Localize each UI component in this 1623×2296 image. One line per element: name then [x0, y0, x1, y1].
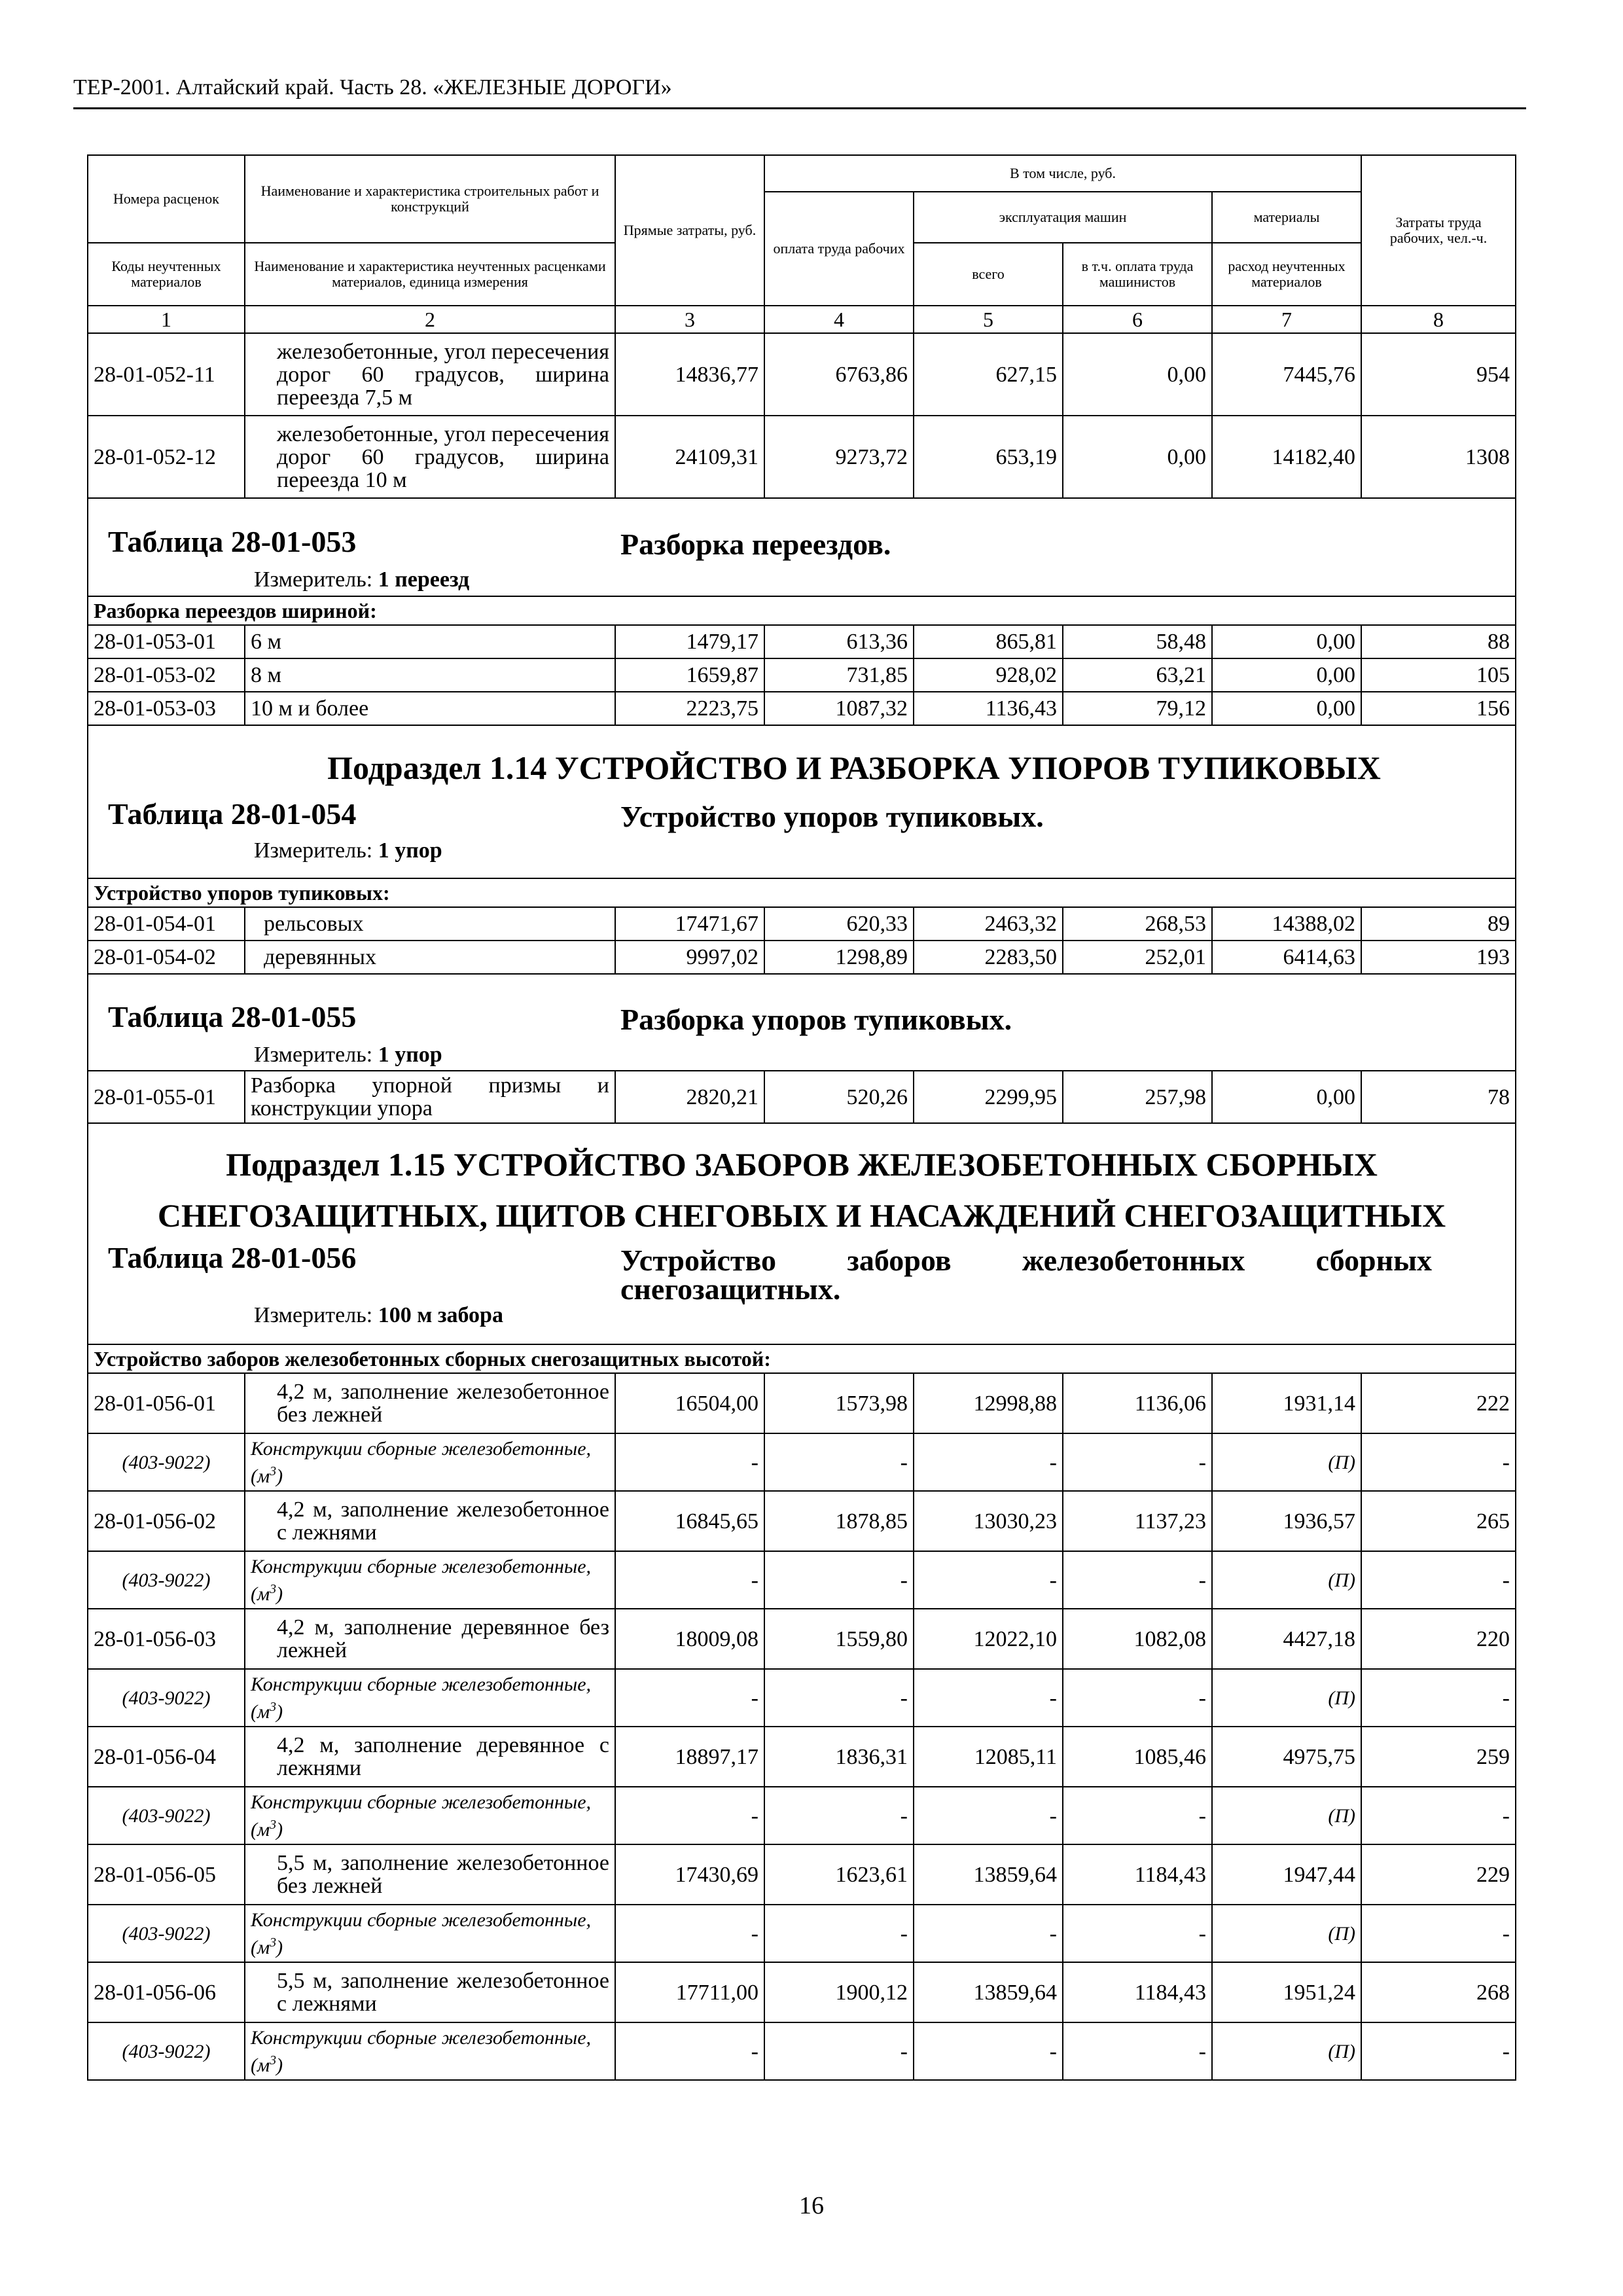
col-num: 4: [764, 306, 914, 333]
materials-cost: 4427,18: [1212, 1609, 1361, 1669]
col-header-machines: эксплуатация машин: [914, 192, 1212, 243]
empty-value: -: [914, 2022, 1063, 2080]
measure-label: Измеритель:: [254, 1303, 373, 1327]
table-row: [88, 1962, 1516, 2022]
empty-value: -: [1361, 1551, 1516, 1609]
table-055-name: Разборка упоров тупиковых.: [620, 1003, 1012, 1036]
material-unit-close: ): [276, 1583, 283, 1605]
table-row: [88, 1609, 1516, 1669]
material-unit-power: 3: [270, 1581, 277, 1596]
empty-value: -: [914, 1905, 1063, 1962]
table-row: [88, 1373, 1516, 1433]
empty-value: -: [764, 1905, 914, 1962]
rate-code: 28-01-056-05: [88, 1844, 245, 1905]
labor-cost: 9273,72: [764, 416, 914, 498]
machinists-cost: 0,00: [1063, 416, 1212, 498]
col-header-codes2: Коды неучтенных материалов: [88, 243, 245, 306]
material-unit-close: ): [276, 2054, 283, 2076]
column-numbers-row: [88, 306, 1516, 333]
labor-hours: 259: [1361, 1727, 1516, 1787]
rate-description-text: железобетонные, угол пересечения дорог 60 градусов, ширина переезда 10 м: [277, 422, 609, 492]
table-056-name: Устройство заборов железобетонных сборных снегозащитных.: [620, 1244, 1432, 1306]
table-055-heading-row: [88, 974, 1516, 1071]
material-unit-power: 3: [270, 1463, 277, 1479]
material-code: (403-9022): [88, 2022, 245, 2080]
materials-cost: 0,00: [1212, 692, 1361, 725]
subsection-115-title-line1: Подраздел 1.15 УСТРОЙСТВО ЗАБОРОВ ЖЕЛЕЗОБЕТОННЫХ СБОРНЫХ: [226, 1146, 1378, 1183]
machines-cost: 865,81: [914, 625, 1063, 658]
col-header-name2: Наименование и характеристика неучтенных расценками материалов, единица измерения: [245, 243, 615, 306]
table-row: [88, 333, 1516, 416]
subsection-115-row: [88, 1123, 1516, 1344]
rate-description-text: железобетонные, угол пересечения дорог 60 градусов, ширина переезда 7,5 м: [277, 339, 609, 410]
col-header-hours: Затраты труда рабочих, чел.-ч.: [1361, 155, 1516, 306]
material-unit-power: 3: [270, 2053, 277, 2068]
table-row: [88, 1844, 1516, 1905]
rate-code: 28-01-056-04: [88, 1727, 245, 1787]
col-header-codes: Номера расценок: [88, 155, 245, 243]
labor-cost: 1573,98: [764, 1373, 914, 1433]
labor-hours: 78: [1361, 1071, 1516, 1123]
col-num: 1: [88, 306, 245, 333]
empty-value: -: [1361, 1905, 1516, 1962]
machines-cost: 12998,88: [914, 1373, 1063, 1433]
table-056-label: Таблица 28-01-056: [108, 1241, 357, 1274]
machinists-cost: 268,53: [1063, 907, 1212, 941]
subsection-115-block: [88, 1123, 1516, 1344]
materials-cost: 4975,75: [1212, 1727, 1361, 1787]
header-row-1: [88, 155, 1516, 192]
materials-cost: 1931,14: [1212, 1373, 1361, 1433]
material-mark: (П): [1212, 1669, 1361, 1727]
material-description: [245, 1433, 615, 1491]
labor-cost: 1559,80: [764, 1609, 914, 1669]
material-description-text: Конструкции сборные железобетонные, (м: [251, 1673, 592, 1723]
material-description-text: Конструкции сборные железобетонные, (м: [251, 1909, 592, 1958]
labor-cost: 1087,32: [764, 692, 914, 725]
labor-hours: 222: [1361, 1373, 1516, 1433]
table-row: [88, 941, 1516, 974]
material-description: [245, 2022, 615, 2080]
machines-cost: 12022,10: [914, 1609, 1063, 1669]
table-056-body: [87, 1372, 1516, 2081]
rate-description: Разборка упорной призмы и конструкции упора: [245, 1071, 615, 1123]
labor-cost: 6763,86: [764, 333, 914, 416]
material-description: [245, 1787, 615, 1844]
machines-cost: 13859,64: [914, 1844, 1063, 1905]
labor-hours: 89: [1361, 907, 1516, 941]
table-row: [88, 692, 1516, 725]
direct-cost: 9997,02: [615, 941, 764, 974]
rate-description: [245, 1373, 615, 1433]
material-row: [88, 1669, 1516, 1727]
measure-value: 1 переезд: [378, 567, 470, 592]
table-053-heading-row: [88, 498, 1516, 596]
material-row: [88, 2022, 1516, 2080]
empty-value: -: [1063, 1787, 1212, 1844]
machinists-cost: 1082,08: [1063, 1609, 1212, 1669]
table-053-label: Таблица 28-01-053: [108, 525, 357, 558]
table-row: [88, 907, 1516, 941]
col-num: 7: [1212, 306, 1361, 333]
machinists-cost: 1136,06: [1063, 1373, 1212, 1433]
machines-cost: 2299,95: [914, 1071, 1063, 1123]
empty-value: -: [764, 1787, 914, 1844]
empty-value: -: [1361, 1433, 1516, 1491]
machinists-cost: 1184,43: [1063, 1962, 1212, 2022]
material-unit-close: ): [276, 1465, 283, 1487]
labor-hours: 105: [1361, 658, 1516, 692]
rate-description: 6 м: [245, 625, 615, 658]
material-description-text: Конструкции сборные железобетонные, (м: [251, 1791, 592, 1840]
materials-cost: 0,00: [1212, 1071, 1361, 1123]
rate-code: 28-01-056-01: [88, 1373, 245, 1433]
labor-hours: 268: [1361, 1962, 1516, 2022]
rate-code: 28-01-055-01: [88, 1071, 245, 1123]
material-code: (403-9022): [88, 1433, 245, 1491]
machines-cost: 627,15: [914, 333, 1063, 416]
labor-hours: 193: [1361, 941, 1516, 974]
material-row: [88, 1433, 1516, 1491]
machines-cost: 653,19: [914, 416, 1063, 498]
material-code: (403-9022): [88, 1905, 245, 1962]
table-056-group: Устройство заборов железобетонных сборных снегозащитных высотой:: [88, 1344, 1516, 1373]
table-053-name: Разборка переездов.: [620, 528, 891, 561]
material-row: [88, 1905, 1516, 1962]
machinists-cost: 0,00: [1063, 333, 1212, 416]
measure-label: Измеритель:: [254, 567, 373, 592]
col-num: 3: [615, 306, 764, 333]
empty-value: -: [615, 1905, 764, 1962]
empty-value: -: [615, 1787, 764, 1844]
machines-cost: 2283,50: [914, 941, 1063, 974]
machinists-cost: 58,48: [1063, 625, 1212, 658]
rates-table-wrapper: [87, 154, 1515, 2081]
empty-value: -: [914, 1787, 1063, 1844]
col-header-machinists: в т.ч. оплата труда машинистов: [1063, 243, 1212, 306]
material-description-text: Конструкции сборные железобетонные, (м: [251, 2026, 592, 2076]
machinists-cost: 79,12: [1063, 692, 1212, 725]
empty-value: -: [615, 1551, 764, 1609]
measure-label: Измеритель:: [254, 838, 373, 863]
material-description-text: Конструкции сборные железобетонные, (м: [251, 1555, 592, 1605]
material-code: (403-9022): [88, 1787, 245, 1844]
subsection-114-row: [88, 725, 1516, 878]
materials-cost: 0,00: [1212, 625, 1361, 658]
labor-hours: 229: [1361, 1844, 1516, 1905]
material-unit-close: ): [276, 1818, 283, 1840]
empty-value: -: [615, 2022, 764, 2080]
rate-description: [245, 333, 615, 416]
material-unit-power: 3: [270, 1699, 277, 1714]
rate-code: 28-01-056-03: [88, 1609, 245, 1669]
labor-hours: 220: [1361, 1609, 1516, 1669]
table-row: [88, 1491, 1516, 1551]
material-code: (403-9022): [88, 1669, 245, 1727]
table-row: [88, 416, 1516, 498]
col-num: 2: [245, 306, 615, 333]
machines-cost: 1136,43: [914, 692, 1063, 725]
empty-value: -: [1361, 1669, 1516, 1727]
material-row: [88, 1787, 1516, 1844]
machinists-cost: 1184,43: [1063, 1844, 1212, 1905]
material-code: (403-9022): [88, 1551, 245, 1609]
rate-code: 28-01-056-02: [88, 1491, 245, 1551]
rate-code: 28-01-054-02: [88, 941, 245, 974]
col-header-mat-consumption: расход неучтенных материалов: [1212, 243, 1361, 306]
col-header-name: Наименование и характеристика строительных работ и конструкций: [245, 155, 615, 243]
col-header-labor: оплата труда рабочих: [764, 192, 914, 306]
rate-description-text: 5,5 м, заполнение железобетонное без лежней: [277, 1851, 609, 1898]
table-row: [88, 625, 1516, 658]
direct-cost: 1479,17: [615, 625, 764, 658]
direct-cost: 14836,77: [615, 333, 764, 416]
group-row: [88, 596, 1516, 625]
rates-table: [87, 154, 1516, 1374]
materials-cost: 1951,24: [1212, 1962, 1361, 2022]
empty-value: -: [764, 1433, 914, 1491]
machines-cost: 13859,64: [914, 1962, 1063, 2022]
empty-value: -: [914, 1551, 1063, 1609]
machines-cost: 928,02: [914, 658, 1063, 692]
rate-code: 28-01-053-02: [88, 658, 245, 692]
col-header-including: В том числе, руб.: [764, 155, 1361, 192]
table-row: [88, 1727, 1516, 1787]
material-mark: (П): [1212, 1551, 1361, 1609]
rate-code: 28-01-054-01: [88, 907, 245, 941]
table-053-measure: [94, 567, 1510, 593]
labor-cost: 1623,61: [764, 1844, 914, 1905]
empty-value: -: [1063, 1551, 1212, 1609]
material-unit-close: ): [276, 1700, 283, 1723]
material-description: [245, 1669, 615, 1727]
empty-value: -: [764, 1669, 914, 1727]
empty-value: -: [1063, 1905, 1212, 1962]
labor-cost: 731,85: [764, 658, 914, 692]
col-header-materials: материалы: [1212, 192, 1361, 243]
rate-description-text: 4,2 м, заполнение деревянное с лежнями: [277, 1733, 609, 1780]
machinists-cost: 257,98: [1063, 1071, 1212, 1123]
material-description: [245, 1551, 615, 1609]
measure-value: 1 упор: [378, 838, 442, 863]
table-054-name: Устройство упоров тупиковых.: [620, 800, 1044, 833]
empty-value: -: [914, 1669, 1063, 1727]
rate-code: 28-01-052-12: [88, 416, 245, 498]
labor-cost: 1298,89: [764, 941, 914, 974]
labor-cost: 620,33: [764, 907, 914, 941]
machinists-cost: 63,21: [1063, 658, 1212, 692]
rate-description: [245, 1962, 615, 2022]
rate-description: [245, 416, 615, 498]
empty-value: -: [1063, 2022, 1212, 2080]
material-unit-power: 3: [270, 1817, 277, 1832]
col-num: 8: [1361, 306, 1516, 333]
material-description: [245, 1905, 615, 1962]
measure-value: 100 м забора: [378, 1303, 503, 1327]
rate-code: 28-01-053-01: [88, 625, 245, 658]
machines-cost: 13030,23: [914, 1491, 1063, 1551]
table-055-label: Таблица 28-01-055: [108, 1000, 357, 1033]
labor-cost: 1836,31: [764, 1727, 914, 1787]
rate-description-text: 4,2 м, заполнение железобетонное без лежней: [277, 1380, 609, 1427]
materials-cost: 14182,40: [1212, 416, 1361, 498]
materials-cost: 1947,44: [1212, 1844, 1361, 1905]
direct-cost: 16845,65: [615, 1491, 764, 1551]
col-header-direct: Прямые затраты, руб.: [615, 155, 764, 306]
table-055-heading: [88, 974, 1516, 1071]
table-054-group: Устройство упоров тупиковых:: [88, 878, 1516, 907]
empty-value: -: [914, 1433, 1063, 1491]
material-description-text: Конструкции сборные железобетонные, (м: [251, 1437, 592, 1487]
col-num: 6: [1063, 306, 1212, 333]
materials-cost: 14388,02: [1212, 907, 1361, 941]
table-055-measure: [94, 1042, 1510, 1068]
material-mark: (П): [1212, 1787, 1361, 1844]
measure-value: 1 упор: [378, 1043, 442, 1067]
rate-description: [245, 1844, 615, 1905]
rate-description: [245, 1727, 615, 1787]
subsection-114-title: Подраздел 1.14 УСТРОЙСТВО И РАЗБОРКА УПОРОВ ТУПИКОВЫХ: [327, 749, 1381, 786]
header-title: ТЕР-2001. Алтайский край. Часть 28. «ЖЕЛЕЗНЫЕ ДОРОГИ»: [73, 75, 672, 99]
rate-description: деревянных: [245, 941, 615, 974]
labor-hours: 156: [1361, 692, 1516, 725]
material-row: [88, 1551, 1516, 1609]
empty-value: -: [1063, 1669, 1212, 1727]
subsection-114-block: [88, 725, 1516, 878]
labor-cost: 613,36: [764, 625, 914, 658]
page-number: 16: [799, 2192, 824, 2219]
empty-value: -: [764, 1551, 914, 1609]
rate-description: 10 м и более: [245, 692, 615, 725]
material-unit-close: ): [276, 1936, 283, 1958]
rate-description: [245, 1491, 615, 1551]
subsection-115-title-line2: СНЕГОЗАЩИТНЫХ, ЩИТОВ СНЕГОВЫХ И НАСАЖДЕНИЙ СНЕГОЗАЩИТНЫХ: [157, 1197, 1446, 1234]
empty-value: -: [1063, 1433, 1212, 1491]
materials-cost: 7445,76: [1212, 333, 1361, 416]
rate-description: рельсовых: [245, 907, 615, 941]
labor-hours: 88: [1361, 625, 1516, 658]
direct-cost: 24109,31: [615, 416, 764, 498]
direct-cost: 17430,69: [615, 1844, 764, 1905]
direct-cost: 2820,21: [615, 1071, 764, 1123]
empty-value: -: [1361, 2022, 1516, 2080]
page-header: [73, 73, 1526, 109]
labor-hours: 265: [1361, 1491, 1516, 1551]
machines-cost: 12085,11: [914, 1727, 1063, 1787]
table-053-group: Разборка переездов шириной:: [88, 596, 1516, 625]
machinists-cost: 252,01: [1063, 941, 1212, 974]
group-row: [88, 878, 1516, 907]
rate-description: 8 м: [245, 658, 615, 692]
empty-value: -: [1361, 1787, 1516, 1844]
table-054-label: Таблица 28-01-054: [108, 797, 357, 831]
table-053-heading: [88, 498, 1516, 596]
labor-hours: 954: [1361, 333, 1516, 416]
direct-cost: 18897,17: [615, 1727, 764, 1787]
material-unit-power: 3: [270, 1935, 277, 1950]
material-mark: (П): [1212, 1433, 1361, 1491]
labor-hours: 1308: [1361, 416, 1516, 498]
direct-cost: 1659,87: [615, 658, 764, 692]
material-mark: (П): [1212, 1905, 1361, 1962]
labor-cost: 520,26: [764, 1071, 914, 1123]
rate-code: 28-01-053-03: [88, 692, 245, 725]
direct-cost: 2223,75: [615, 692, 764, 725]
materials-cost: 6414,63: [1212, 941, 1361, 974]
rate-description: [245, 1609, 615, 1669]
labor-cost: 1900,12: [764, 1962, 914, 2022]
col-header-total: всего: [914, 243, 1063, 306]
table-row: [88, 1071, 1516, 1123]
direct-cost: 16504,00: [615, 1373, 764, 1433]
material-mark: (П): [1212, 2022, 1361, 2080]
empty-value: -: [615, 1433, 764, 1491]
machinists-cost: 1085,46: [1063, 1727, 1212, 1787]
rate-code: 28-01-052-11: [88, 333, 245, 416]
direct-cost: 17711,00: [615, 1962, 764, 2022]
direct-cost: 18009,08: [615, 1609, 764, 1669]
empty-value: -: [615, 1669, 764, 1727]
group-row: [88, 1344, 1516, 1373]
materials-cost: 0,00: [1212, 658, 1361, 692]
rate-code: 28-01-056-06: [88, 1962, 245, 2022]
col-num: 5: [914, 306, 1063, 333]
rate-description-text: 5,5 м, заполнение железобетонное с лежнями: [277, 1969, 609, 2016]
table-row: [88, 658, 1516, 692]
measure-label: Измеритель:: [254, 1043, 373, 1067]
labor-cost: 1878,85: [764, 1491, 914, 1551]
materials-cost: 1936,57: [1212, 1491, 1361, 1551]
machines-cost: 2463,32: [914, 907, 1063, 941]
rate-description-text: 4,2 м, заполнение железобетонное с лежнями: [277, 1498, 609, 1545]
direct-cost: 17471,67: [615, 907, 764, 941]
machinists-cost: 1137,23: [1063, 1491, 1212, 1551]
rate-description-text: 4,2 м, заполнение деревянное без лежней: [277, 1615, 609, 1662]
empty-value: -: [764, 2022, 914, 2080]
